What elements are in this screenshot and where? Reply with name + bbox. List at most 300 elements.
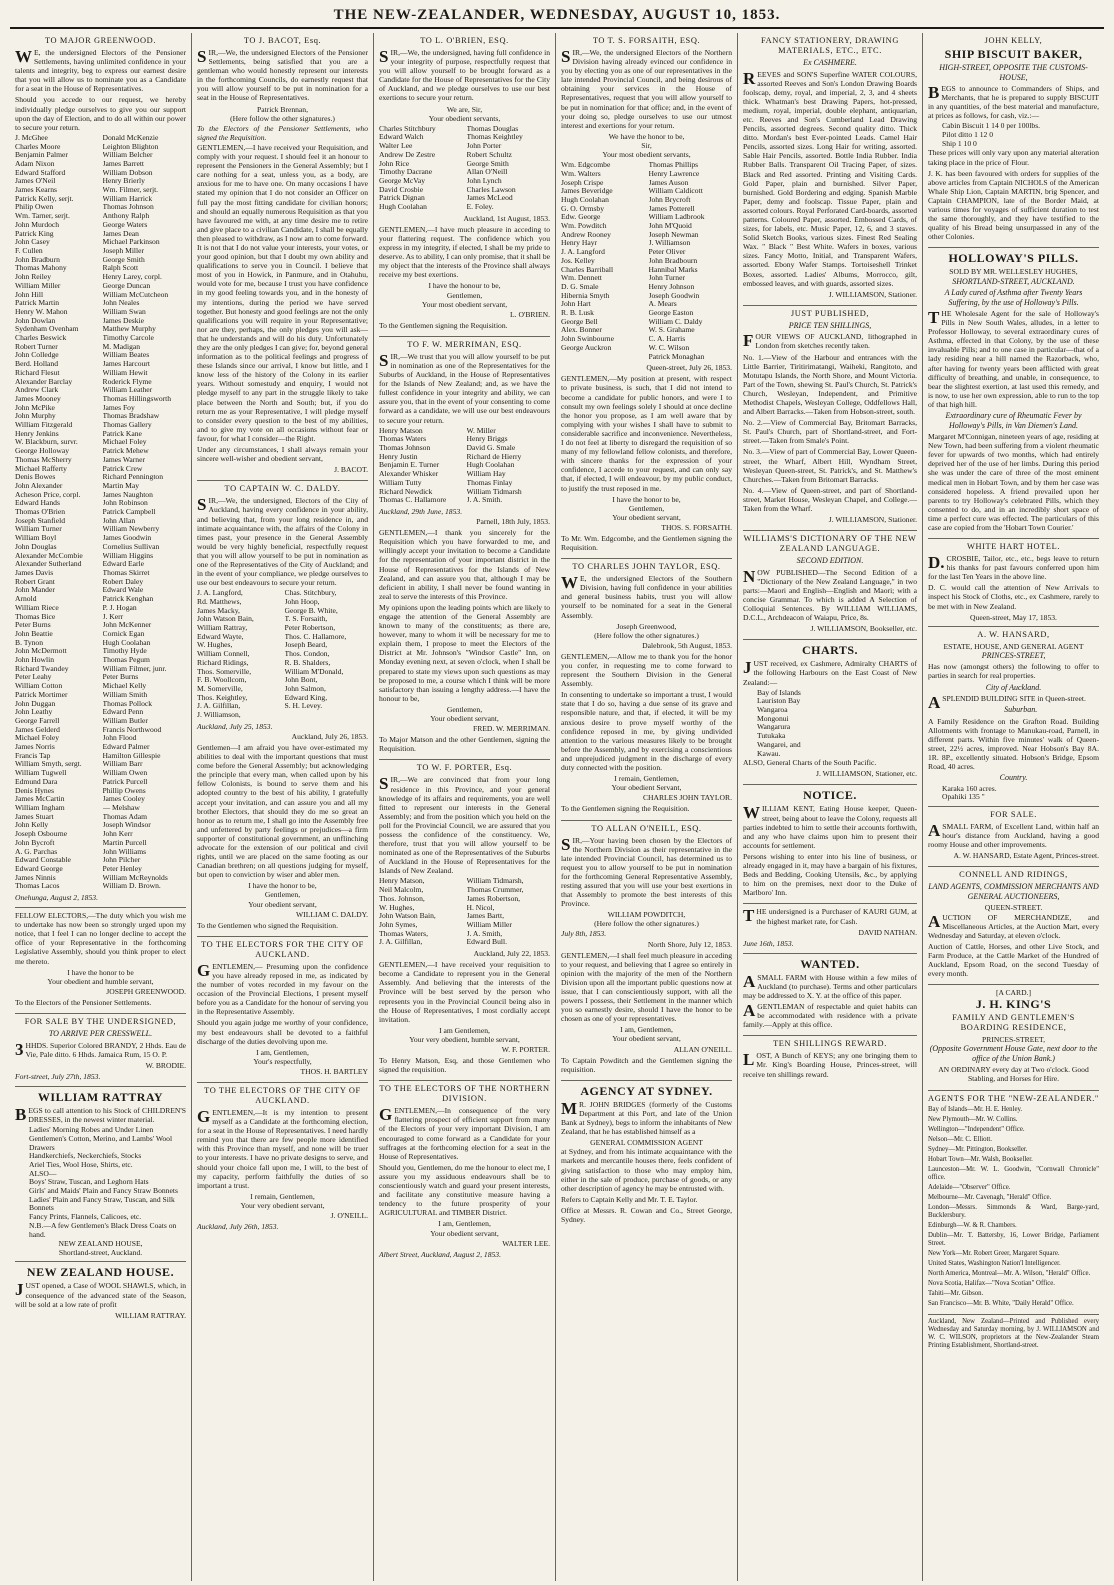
- list-item: Ladies' Plain and Fancy Straw, Tuscan, and Silk Bonnets: [29, 1194, 175, 1213]
- ad-charts: [743, 640, 917, 785]
- list-item: William Higgins: [102, 551, 154, 560]
- article-body: GENTLEMEN,—In consequence of the very flattering prospect of efficient support from many of the Electors of your very important Division, I am encouraged to come forward as a Candidate for your suffrages at the forthcoming election for a seat in the House of Representatives.: [379, 1105, 550, 1161]
- closing: Your obedient servant,: [430, 1228, 499, 1238]
- list-item: Patrick King: [15, 229, 54, 238]
- list-item: Edward Earle: [102, 560, 145, 569]
- list-item: Edward Bull.: [466, 938, 507, 947]
- article-heading: FOR SALE BY THE UNDERSIGNED,: [24, 1017, 177, 1027]
- article-heading: TO ALLAN O'NEILL, ESQ.: [591, 823, 702, 833]
- closing: I remain, Gentlemen,: [614, 774, 679, 784]
- list-item: Thomas O'Brien: [15, 508, 66, 517]
- article-body: AN ORDINARY every day at Two o'clock. Good Stabling, and Horses for Hire.: [938, 1065, 1089, 1084]
- article-body: GENTLEMEN,—Allow me to thank you for the honor you confer, in requesting me to come forward to represent the Southern Division in the General Assembly.: [561, 651, 732, 689]
- list-item: Arnold: [15, 595, 37, 604]
- dateline: Auckland, 29th June, 1853.: [379, 506, 463, 516]
- list-item: Hugh Coolahan: [102, 638, 151, 647]
- ad-connell-and-ridings: [928, 867, 1099, 985]
- list-item: William Tutty: [379, 478, 422, 487]
- article-heading: FANCY STATIONERY, DRAWING MATERIALS, ETC., ETC.: [761, 36, 899, 55]
- list-item: A. Mears: [648, 300, 677, 309]
- list-item: Thomas Pegum: [102, 656, 150, 665]
- country-list: [928, 785, 1099, 802]
- dateline: July 8th, 1853.: [561, 929, 607, 939]
- closing: Gentlemen,: [264, 890, 301, 900]
- list-item: Patrick Mortimer: [15, 690, 68, 699]
- list-item: Bay of Islands—Mr. H. E. Henley.: [928, 1105, 1023, 1113]
- list-item: Benjamin Palmer: [15, 151, 68, 160]
- article-heading: JOHN KELLY,: [984, 36, 1043, 45]
- article-heading: TO T. S. FORSAITH, ESQ.: [592, 36, 701, 45]
- list-item: Thomas Johnson: [379, 444, 431, 453]
- list-item: Henry Justin: [379, 452, 418, 461]
- closing: Your obedient servant,: [430, 714, 499, 724]
- list-item: John Neales: [102, 299, 140, 308]
- list-item: Hugh Coolahan: [561, 195, 609, 204]
- list-item: Richard Newdick: [379, 487, 433, 496]
- signature: J. WILLIAMSON, Stationer, etc.: [816, 769, 917, 779]
- list-item: A. G. Parchas: [15, 847, 58, 856]
- article-body: GENTLEMEN,—I have received your requisition to become a Candidate to represent you in the General Assembly. And believing that the interests of the Province will be best served by the person who represents you in the Provincial Council being also in the House of Representatives, I most cordially accept invitation.: [379, 960, 550, 1024]
- list-item: J. A. Smith.: [466, 496, 503, 505]
- list-item: Mongonui: [757, 713, 789, 723]
- list-item: Robert Schultz: [466, 150, 512, 159]
- list-item: William McReynolds: [102, 873, 168, 882]
- list-item: New Plymouth—Mr. W. Collins.: [928, 1115, 1018, 1123]
- list-item: John Howlin: [15, 656, 55, 665]
- ad-williams-dictionary: [743, 531, 917, 640]
- list-item: Peter Burns: [102, 673, 139, 682]
- list-item: William Ladbrook: [648, 213, 705, 222]
- list-item: Wm. Walters: [561, 169, 601, 178]
- list-item: Thomas Waters,: [379, 929, 429, 938]
- article-body: Auction of Cattle, Horses, and other Live Stock, and Farm Produce, at the Cattle Market of the Hundred of Auckland, Epsom Road, on the second Tuesday of every month.: [928, 941, 1099, 979]
- list-item: W. Hughes,: [197, 641, 233, 650]
- list-item: William Hay: [466, 470, 506, 479]
- list-item: Henry Jenkins: [15, 429, 59, 438]
- agent-list: [928, 1106, 1099, 1308]
- list-item: William Miller: [15, 281, 61, 290]
- list-item: J. Kerr: [102, 612, 124, 621]
- signature: J. BACOT.: [334, 465, 368, 475]
- signature: J. O'NEILL.: [330, 1211, 368, 1221]
- addressee: To Mr. Wm. Edgcombe, and the Gentlemen signing the Requisition.: [561, 533, 732, 553]
- article-body: SIR,—We trust that you will allow yourself to be put in nomination as one of the Representatives for the Suburbs of Auckland, in the House of Representatives for the Islands of New Zealand; and, as we have the fullest confidence in your integrity and ability, we can assure you, that in the event of your consenting to come forward as a candidate, we will use our best endeavours to secure your return.: [379, 350, 550, 425]
- article-subheading: (Opposite Government House Gate, next door to the office of the Union Bank.): [929, 1044, 1098, 1063]
- list-item: J. Williamson,: [197, 711, 241, 720]
- article-to-f-w-merriman: [379, 337, 550, 761]
- article-heading: TO THE ELECTORS OF THE CITY OF AUCKLAND.: [204, 1085, 361, 1105]
- list-item: William Harrick: [102, 194, 153, 203]
- list-item: B. Tynon: [15, 638, 44, 647]
- dateline: Auckland, July 25, 1853.: [197, 721, 273, 731]
- list-item: Richard Flesut: [15, 368, 60, 377]
- dateline: Auckland, July 22, 1853.: [473, 949, 550, 959]
- dateline: Dalebrook, 5th August, 1853.: [642, 640, 732, 650]
- list-item: Ariel Ties, Wool Hose, Shirts, etc.: [29, 1159, 133, 1169]
- article-greenwood-reply: [15, 908, 186, 1014]
- list-item: James Dean: [102, 229, 139, 238]
- article-heading: NOTICE.: [803, 788, 857, 803]
- list-item: John Hoop,: [284, 597, 320, 606]
- article-heading: TO W. F. PORTER, Esq.: [416, 763, 513, 773]
- list-item: Michael Rafferty: [15, 464, 67, 473]
- list-item: Ralph Scott: [102, 264, 139, 273]
- signature: THOS. H. BARTLEY: [300, 1066, 368, 1076]
- article-body: NOW PUBLISHED—The Second Edition of a "Dictionary of the New Zealand Language," in two parts:—Maori and English—English and Maori; with a concise Grammar. To which is added A Selection of Colloquial Sentences. By WILLIAM WILLIAMS, D.C.L., Archdeacon of Waiapu, Price, 8s.: [743, 566, 917, 623]
- ad-agency-at-sydney: [561, 1081, 732, 1230]
- list-item: Henry Briggs: [466, 435, 508, 444]
- list-item: John Murdoch: [15, 220, 60, 229]
- list-item: Handkerchiefs, Neckerchiefs, Stocks: [29, 1151, 142, 1161]
- article-body: WILLIAM KENT, Eating House keeper, Queen-street, being about to leave the Colony, requests all parties indebted to him to settle their accounts forthwith, and any who have claims upon him to present their accounts for settlement.: [743, 803, 917, 850]
- list-item: Alexander Whisker: [379, 470, 439, 479]
- list-item: John Allan: [102, 516, 136, 525]
- addressee: To Henry Matson, Esq, and those Gentlemen who signed the requisition.: [379, 1056, 550, 1075]
- list-item: Robert Daley: [102, 577, 144, 586]
- list-item: John Colledge: [15, 351, 59, 360]
- list-item: Bay of Islands: [757, 687, 801, 697]
- signature-note: (Here follow the other signatures.): [594, 630, 699, 640]
- list-item: Wm. Filmer, serjt.: [102, 186, 159, 195]
- signatory-list: [379, 125, 550, 212]
- list-item: Wm. Tarner, serjt.: [15, 212, 70, 221]
- list-item: Martin May: [102, 481, 139, 490]
- list-item: John Casey: [15, 238, 50, 247]
- list-item: James McCartin: [15, 795, 65, 804]
- article-body: SIR,—We are convinced that from your long residence in this Province, and your general knowledge of its affairs and requirements, you are well fitted to represent our interests in the General Assembly; and from the position which you held on the poll for the Provincial Council, we are assured that you possess the confidence of the constituency. We, therefore, trust that you will allow yourself to be nominated as one of the Representatives of the Suburbs of Auckland in the House of Representatives for the Islands of New Zealand.: [379, 774, 550, 876]
- list-item: J. A. Gilfillan,: [379, 938, 423, 947]
- list-item: Wm. Powditch: [561, 222, 607, 231]
- article-body: Persons wishing to enter into his line of business, or already engaged in it, may have a bargain of his fixtures, Beds and Bedding, Cooking Utensils, &c., by applying to him on the premises, next door to the Duke of Marlboro' Inn.: [743, 851, 917, 898]
- dateline: Auckland, July 26th, 1853.: [197, 1222, 279, 1232]
- list-item: Joseph Goodwin: [648, 291, 700, 300]
- list-item: Alexander McCombie: [15, 551, 83, 560]
- list-item: John Swinbourne: [561, 335, 614, 344]
- list-item: William Swan: [102, 307, 146, 316]
- article-body: ASMALL FARM, of Excellent Land, within half an hour's distance from Auckland, having a good roomy House and other improvements.: [928, 821, 1099, 850]
- list-item: James Ninnis: [15, 873, 56, 882]
- list-item: Thomas Finlay: [466, 478, 513, 487]
- list-item: Melbourne—Mr. Cavenagh, "Herald" Office.: [928, 1193, 1052, 1201]
- list-item: John McKenner: [102, 621, 152, 630]
- article-subheading: ESTATE, HOUSE, AND GENERAL AGENT: [943, 641, 1084, 651]
- list-item: Edmund Dara: [15, 777, 58, 786]
- article-to-allan-oneill: [561, 821, 732, 1081]
- article-title: SHIP BISCUIT BAKER,: [944, 47, 1083, 61]
- closing: Your most obedient servants,: [602, 150, 691, 160]
- ad-four-views-of-auckland: [743, 306, 917, 531]
- list-item: Thomas Adam: [102, 812, 148, 821]
- article-subheading: PRICE TEN SHILLINGS,: [788, 320, 872, 330]
- list-item: P. J. Hogan: [102, 603, 137, 612]
- list-item: Joseph Miller: [102, 246, 145, 255]
- list-item: Patrick Kelly, serjt.: [15, 194, 74, 203]
- list-item: [561, 353, 645, 362]
- article-body: BEGS to announce to Commanders of Ships, and Merchants, that he is prepared to supply BISCUIT in any quantities, of the best material and manufacture, at prices as follows, for cash, viz.:—: [928, 83, 1099, 121]
- list-item: Peter Robertson,: [284, 624, 336, 633]
- list-item: Patrick Campbell: [102, 508, 156, 517]
- list-item: R. B. Lusk: [561, 309, 594, 318]
- signatory-list: [197, 589, 368, 720]
- article-body: SIR,—We, the undersigned Electors of the Northern Division having already evinced our confidence in you by electing you as one of our representatives in the late intended Provincial Council, and being desirous of obtaining your services in the House of Representatives, request that you will allow yourself to be put in nomination for that office; and, in the event of your doing so, pledge ourselves to use our utmost interest and exertions for your return.: [561, 47, 732, 130]
- list-item: William Tidmarsh,: [466, 877, 524, 886]
- closing: Your most obedient servant,: [421, 299, 508, 309]
- ad-a-w-hansard: [928, 627, 1099, 807]
- closing: I remain, Gentlemen,: [250, 1191, 315, 1201]
- list-item: Thomas Keightley: [466, 133, 523, 142]
- list-item: William Smyth, sergt.: [15, 760, 82, 769]
- article-heading: TO THE ELECTORS FOR THE CITY OF AUCKLAND.: [201, 939, 364, 959]
- list-item: William M'Donald,: [284, 667, 344, 676]
- list-item: Henry Lawrence: [648, 169, 700, 178]
- list-item: Patrick Kane: [102, 429, 142, 438]
- list-item: Henry Matson,: [379, 877, 425, 886]
- list-item: George Smith: [466, 159, 509, 168]
- list-item: — Melshaw: [102, 803, 140, 812]
- list-item: Timothy Dacrane: [379, 168, 433, 177]
- list-item: Hamilton Gillespie: [102, 751, 161, 760]
- list-item: No. 4.—View of Queen-street, and part of Shortland-street, Market House, Wesleyan Chapel, and College.—Taken from the Wharf.: [743, 485, 917, 514]
- list-item: Thomas Lacos: [15, 882, 60, 891]
- column-4: [556, 33, 738, 1581]
- item-list: [743, 353, 917, 514]
- list-item: John Brycroft: [648, 195, 691, 204]
- article-body: ALSO, General Charts of the South Pacific.: [743, 758, 877, 768]
- section-label: Suburban.: [1004, 705, 1038, 715]
- article-heading: CHARTS.: [801, 643, 859, 658]
- signature: WILLIAM POWDITCH,: [607, 910, 686, 920]
- list-item: Timothy Hyde: [102, 647, 147, 656]
- list-item: William Hewit: [102, 368, 148, 377]
- list-item: Thomas McSherry: [15, 455, 72, 464]
- list-item: John Bradburn: [15, 255, 60, 264]
- list-item: John Hart: [561, 300, 591, 309]
- list-item: Wm. Edgcombe: [561, 161, 611, 170]
- article-body: J. K. has been favoured with orders for supplies of the above articles from Captain NICHOLS of the American Whale Ship Lion, Captain MARTIN, brig Spencer, and Captain CHAMPION, late of the Border Maid, at various times for voyages of sufficient duration to test the same thoroughly, and they have testified to the quality of his Bread being unsurpassed in any of the other Colonies.: [928, 168, 1099, 242]
- list-item: David Crosbie: [379, 185, 424, 194]
- list-item: Peter Oliver: [648, 248, 686, 257]
- list-item: James Barrett: [102, 159, 145, 168]
- article-body: ASPLENDID BUILDING SITE in Queen-street.: [928, 693, 1086, 713]
- columns: [10, 33, 1104, 1581]
- article-body: JUST received, ex Cashmere, Admiralty CHARTS of the following Harbours on the East Coast of New Zealand:—: [743, 658, 917, 687]
- list-item: Thomas Bradshaw: [102, 412, 160, 421]
- article-body: SIR,—We, the undersigned, Electors of the City of Auckland, having every confidence in your ability, and believing that, from your long residence in, and intimate acquaintance with, the affairs of the Colony in times past, your presence in the General Assembly would be very highly beneficial, respectfully request that you will allow yourself to be put in nomination as one of the Representatives of the City of Auckland; and in the event of your compliance, we pledge ourselves to use our best endeavours to secure your return.: [197, 495, 368, 588]
- list-item: William Caldicott: [648, 187, 703, 196]
- ad-new-zealand-house: [15, 1262, 186, 1325]
- article-subheading: QUEEN-STREET.: [984, 903, 1043, 913]
- ad-j-h-king-boarding: [928, 985, 1099, 1090]
- list-item: Thomas Mahony: [15, 264, 67, 273]
- list-item: John Bont,: [284, 676, 318, 685]
- dateline: Onehunga, August 2, 1853.: [15, 893, 98, 903]
- list-item: Girls' and Maids' Plain and Fancy Straw Bonnets: [29, 1186, 178, 1196]
- list-item: Alexander Sutherland: [15, 560, 82, 569]
- article-body: GENTLEMEN,—My position at present, with respect to private business, is such, that I did not intend to become a candidate for public honors, and were I to consult my own feelings solely I should at once decline the honor you propose, as I am well aware that by complying with your wishes I shall have to submit to considerable sacrifice and inconvenience. Nevertheless, I do not feel at liberty to disregard the requisition of so many of my fellowland fellow colonists, and therefore, with sincere thanks for the expression of your confidence, I accede to your request, and can only say that, if elected, I will endeavour, by my public conduct, to justify the trust reposed in me.: [561, 374, 732, 493]
- article-subheading: PRINCES-STREET,: [981, 650, 1046, 660]
- list-item: Thomas Gallery: [102, 421, 152, 430]
- closing: Your obedient Servant,: [611, 783, 682, 793]
- list-item: James Gelderd: [15, 725, 60, 734]
- article-body: MR. JOHN BRIDGES (formerly of the Customs Department at this Port, and late of the Union Bank at Sydney), begs to inform the inhabitants of New Zealand, that he has established himself as a: [561, 1098, 732, 1137]
- article-to-charles-john-taylor: [561, 559, 732, 820]
- article-body: These prices will only vary upon any material alteration taking place in the price of Flour.: [928, 148, 1099, 167]
- signatory-list: [379, 427, 550, 505]
- list-item: Benjamin E. Turner: [379, 461, 440, 470]
- article-body: A Family Residence on the Grafton Road. Building Allotments with frontage to Manukau-road, Parnell, in different parts. Within five minutes' walk of Queen-street, 22½ acres, improved. Near Hobson's Bay 8A. 1R. 8P., excellently situated. Hobson's Bridge, Epsom Road, 40 acres.: [928, 716, 1099, 772]
- article-heading: TO L. O'BRIEN, ESQ.: [420, 36, 509, 45]
- list-item: Karaka 160 acres.: [942, 783, 997, 793]
- list-item: Matthew Murphy: [102, 325, 156, 334]
- list-item: William Ingham: [15, 803, 65, 812]
- ad-fancy-stationery: [743, 33, 917, 306]
- list-item: N.B.—A few Gentlemen's Black Dress Coats on hand.: [29, 1220, 177, 1239]
- list-item: No. 2.—View of Commercial Bay, Britomart Barracks, St. Paul's Church, part of Shortland-street, and Fort-street.—Taken from Smale's Point.: [743, 418, 917, 446]
- list-item: Edward Penn: [102, 708, 144, 717]
- list-item: Patrick Dignan: [379, 194, 425, 203]
- list-item: Denis Bowes: [15, 473, 56, 482]
- article-body: THE Wholesale Agent for the sale of Holloway's Pills in New South Wales, alludes, in a letter to Professor Holloway, to several extraordinary cures of Asthma, effected in that Colony, by the use of these invaluable Pills; and to one case in particular—that of a lady residing near a hill named the Razorback, who, after having for twenty years been afflicted with great difficulty of breathing, and unable, in consequence, to bear the slightest exertion, at last used this remedy, and is now, to use her own expression, able to run to the top of that high hill.: [928, 308, 1099, 409]
- list-item: Walter Lee: [379, 142, 413, 151]
- list-item: Launceston—Mr. W. L. Goodwin, "Cornwall Chronicle" office.: [928, 1165, 1099, 1181]
- list-item: Edward Constable: [15, 856, 71, 865]
- list-item: J. Williamson: [648, 239, 691, 248]
- list-item: John Turner: [648, 274, 686, 283]
- list-item: Robert Grant: [15, 577, 55, 586]
- list-item: Chas. Stitchbury,: [284, 589, 337, 598]
- list-item: W. Hughes,: [379, 903, 415, 912]
- closing: Gentlemen,: [446, 290, 483, 300]
- list-item: Thomas C. Hallamore: [379, 496, 447, 505]
- list-item: W. Miller: [466, 426, 496, 435]
- article-body: SIR,—Your having been chosen by the Electors of the Northern Division as their representative in the late intended Provincial Council, has determined us to request you to allow yourself to be put in nomination for the forthcoming General Representative Assembly, resting assured that you will use your best exertions in that Assembly to promote the best interests of this Province.: [561, 834, 732, 909]
- list-item: George McVay: [379, 176, 426, 185]
- list-item: Edward George: [15, 864, 63, 873]
- list-item: Andrew De Zestre: [379, 150, 436, 159]
- list-item: James Auson: [648, 178, 689, 187]
- list-item: Lauriston Bay: [757, 696, 801, 706]
- article-body: D.CROSBIE, Tailor, etc., etc., begs leave to return his thanks for past favours conferred upon him for the last Ten Years in the above line.: [928, 553, 1099, 582]
- list-item: William Dobson: [102, 168, 153, 177]
- signature: WILLIAM RATTRAY.: [115, 1310, 186, 1320]
- list-item: Fancy Prints, Flannels, Calicoes, etc.: [29, 1212, 142, 1222]
- list-item: Thos. C. Hallamore,: [284, 632, 347, 641]
- list-item: James Davis: [15, 569, 54, 577]
- list-item: James Naughton: [102, 490, 153, 499]
- list-item: Thomas Johnson: [102, 203, 154, 212]
- ad-for-sale-farm: [928, 807, 1099, 867]
- list-item: William Boyl: [15, 534, 57, 543]
- list-item: Denis Hynes: [15, 786, 55, 795]
- masthead: THE NEW-ZEALANDER, WEDNESDAY, AUGUST 10, 1853.: [10, 6, 1104, 29]
- list-item: London—Messrs. Simmonds & Ward, Barge-yard, Bucklersbury.: [928, 1203, 1099, 1219]
- list-item: James Foy: [102, 403, 135, 412]
- list-item: Thomas Hillingsworth: [102, 394, 172, 403]
- list-item: James Beveridge: [561, 187, 613, 196]
- list-item: Hobart Town—Mr. Walsh, Bookseller.: [928, 1155, 1033, 1163]
- list-item: John Bycroft: [15, 838, 55, 847]
- section-label: Country.: [999, 773, 1028, 783]
- list-item: Hugh Coolahan: [466, 461, 515, 470]
- closing: We have the honor to be,: [608, 131, 685, 141]
- column-1: [10, 33, 192, 1581]
- article-subheading: TO ARRIVE PER CRESSWELL.: [48, 1029, 153, 1039]
- list-item: John Watson Bain,: [197, 615, 254, 624]
- list-item: Robert Turner: [15, 342, 58, 351]
- list-item: Cornelius Sullivan: [102, 542, 160, 551]
- article-body: LOST, A Bunch of KEYS; any one bringing them to Mr. King's Boarding House, Princes-street, will receive ten shillings reward.: [743, 1050, 917, 1079]
- article-body: Margaret M'Connigan, nineteen years of age, residing at New Town, had been suffering from a violent rheumatic fever for upwards of two months, which had entirely deprived her of the use of her limbs. During this period she was under the care of three of the most eminent medical men in Hobart Town, and by them her case was considered hopeless. A friend prevailed upon her parents to try Holloway's celebrated Pills, which they consented to do, and in an incredibly short space of time a perfect cure was effected. The particulars of this case are copied from the 'Hobart Town Courier.': [928, 432, 1099, 532]
- list-item: John Lynch: [466, 176, 502, 185]
- ad-for-sale-brandy: [15, 1014, 186, 1087]
- list-item: North America, Montreal—Mr. A. Wilson, "Herald" Office.: [928, 1269, 1091, 1277]
- closing: I am Gentlemen,: [439, 1025, 490, 1035]
- closing: Gentlemen,: [446, 704, 483, 714]
- testimonial-tag: Extraordinary cure of Rheumatic Fever by Holloway's Pills, in Van Diemen's Land.: [945, 411, 1082, 430]
- ad-white-hart-hotel: [928, 539, 1099, 627]
- article-to-l-obrien: [379, 33, 550, 337]
- list-item: No. 1.—View of the Harbour and entrances with the Little Barrier, Tiritirimatangi, Waiheki, Rangitoto, and Motutapu Islands, the North Shore, and Mount Victoria. Part of the Town, shewing St. Paul's Church, St. Patrick's Church, Wesleyan, Independent, and Primitive Methodist Chapels, Wesleyan College, Oddfellows Hall, and Albert Barracks.—Taken from Hobson-street, south.: [743, 352, 917, 417]
- article-heading: NEW ZEALAND HOUSE.: [26, 1265, 175, 1280]
- list-item: ALSO—: [29, 1168, 57, 1178]
- list-item: Henry Matson: [379, 426, 423, 435]
- list-item: Wangarura: [757, 722, 791, 732]
- list-item: James Mooney: [15, 394, 61, 403]
- list-item: Cornick Egan: [102, 629, 145, 638]
- list-item: George Smith: [102, 255, 145, 264]
- list-item: J. A. Gilfillan,: [197, 702, 241, 711]
- list-item: John Flood: [102, 734, 137, 743]
- dateline: June 16th, 1853.: [743, 938, 794, 948]
- signature: ALLAN O'NEILL.: [673, 1044, 732, 1054]
- list-item: Pilot ditto 1 12 0: [942, 130, 994, 140]
- list-item: Patrick Purcell: [102, 777, 148, 786]
- list-item: W. Blackburn, survr.: [15, 438, 78, 447]
- list-item: Neil Malcolm,: [379, 886, 424, 895]
- list-item: John McDermott: [15, 647, 67, 656]
- dateline: Parnell, 18th July, 1853.: [476, 517, 550, 527]
- list-item: Wangarei, and: [757, 739, 801, 749]
- addressee: To the Gentlemen signing the Requisition.: [561, 804, 690, 814]
- ad-kauri-gum: [743, 904, 917, 953]
- article-body: JUST opened, a Case of WOOL SHAWLS, which, in consequence of the advanced state of the Season, will be sold at a low rate of profit: [15, 1280, 186, 1309]
- list-item: Thomas Pollock: [102, 699, 153, 708]
- article-body: GENTLEMEN,—It is my intention to present myself as a Candidate at the forthcoming election, for a seat in the House of Representatives. I need hardly remind you that there are few people more identified with this Province than myself, and none will be truer to your interests. I have no private designs to serve, and should your choice fall upon me, I will, to the best of my capacity, perform faithfully the duties of so important a trust.: [197, 1106, 368, 1190]
- closing: Your's respectfully,: [253, 1056, 312, 1066]
- list-item: Joseph Crispe: [561, 178, 604, 187]
- ad-john-kelly-biscuit-baker: [928, 33, 1099, 248]
- article-body: THE undersigned is a Purchaser of KAURI GUM, at the highest market rate, for Cash.: [743, 906, 917, 926]
- list-item: William Riece: [15, 603, 59, 612]
- list-item: John Murphy: [15, 412, 56, 421]
- list-item: W. S. Grahame: [648, 326, 695, 335]
- signature: THOS. S. FORSAITH.: [661, 522, 732, 532]
- article-to-w-f-porter: [379, 760, 550, 1081]
- signatory-list: [379, 877, 550, 947]
- list-item: J. A. Langford,: [197, 589, 243, 598]
- article-body: In consenting to undertake so important a trust, I would state that I do so, having a due sense of its grave and responsible nature, and that, if elected, it will be my anxious desire to prove myself worthy of the confidence reposed in me, by giving undivided attention to the various measures likely to be brought before the Assembly, and by exercising a conscientious and unprejudiced judgment in the discharge of every duty connected with the position.: [561, 690, 732, 773]
- list-item: George Holloway: [15, 447, 70, 456]
- list-item: Charles Stitchbury: [379, 124, 436, 133]
- signature: J. WILLIAMSON, Bookseller, etc.: [810, 624, 917, 634]
- list-item: No. 3.—View of part of Commercial Bay, Lower Queen-street, the Wharf, Albert Hill, Wyndham Street, Wesleyan Queen-street, St. Patrick's, and St. Matthew's Churches.—Taken from Britomart Barracks.: [743, 447, 917, 484]
- addressee: To Captain Powditch and the Gentlemen signing the requisition.: [561, 1055, 732, 1074]
- list-item: William Belcher: [102, 151, 153, 160]
- card-tag: [A CARD.]: [995, 988, 1032, 998]
- list-item: G. O. Ormsby: [561, 204, 605, 213]
- list-item: John Beattie: [15, 629, 53, 638]
- article-body: Refers to Captain Kelly and Mr. T. E. Taylor.: [561, 1194, 698, 1204]
